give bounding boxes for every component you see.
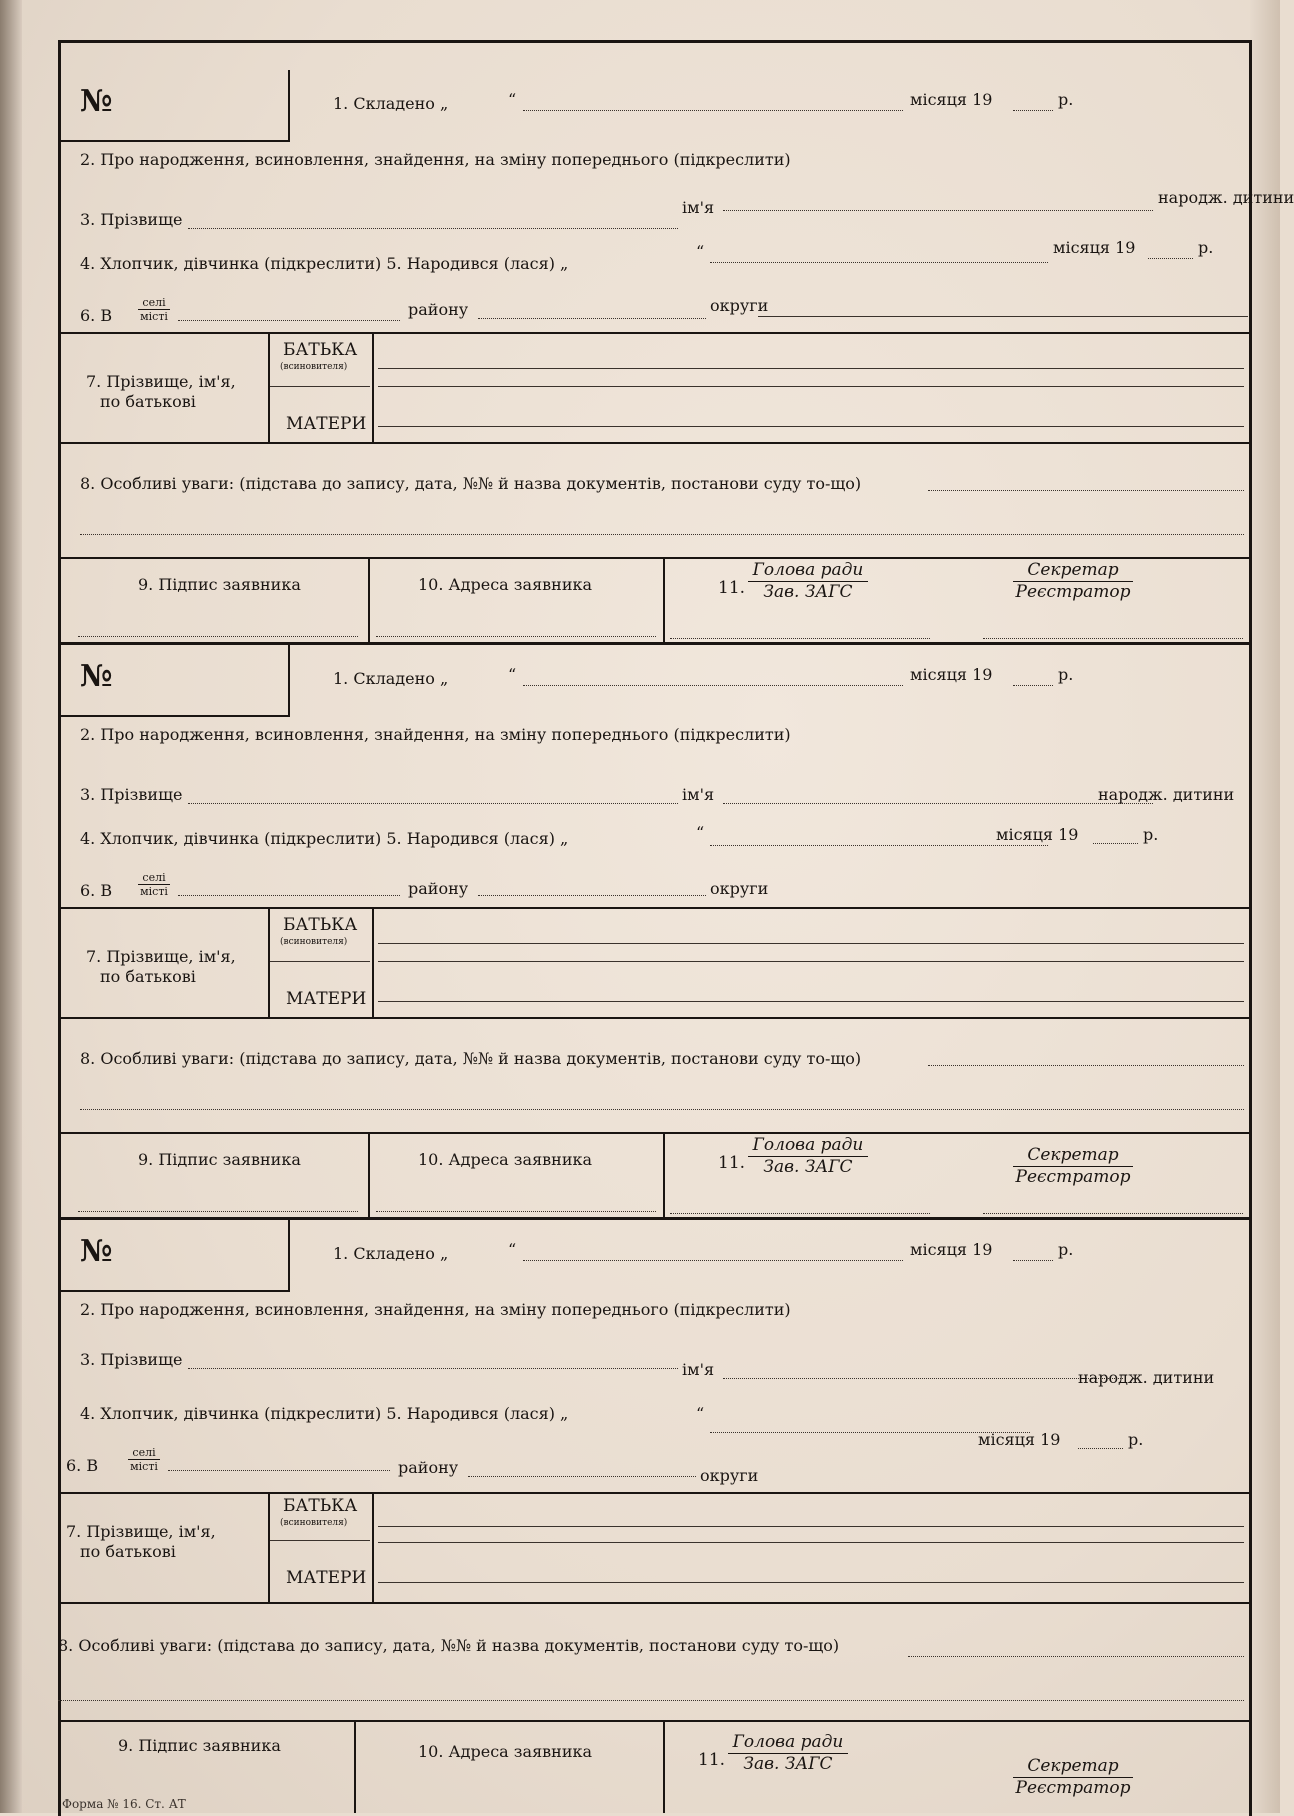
open-quote: “ (696, 1404, 705, 1423)
address-label: 10. Адреса заявника (418, 1150, 593, 1169)
adopter-label: (всиновителя) (280, 1518, 348, 1528)
district-line (478, 895, 706, 896)
month-year-label: місяця 19 (910, 665, 993, 684)
record-number-box (58, 1220, 290, 1292)
secretary-registrar (1013, 1756, 1133, 1799)
year-suffix: р. (1058, 1240, 1074, 1259)
secretary-label: Секретар (1013, 1756, 1133, 1778)
registry-label: Зав. ЗАГС (763, 1157, 853, 1177)
secretary-registrar (1013, 560, 1133, 603)
head-label: Голова ради (728, 1732, 848, 1754)
village-label: селі (128, 1446, 160, 1460)
divider (354, 1720, 356, 1813)
year-suffix: р. (1198, 238, 1214, 257)
father-label: БАТЬКА (283, 1496, 358, 1516)
gender-label: 4. Хлопчик, дівчинка (підкреслити) 5. Народився (лася) „ (80, 829, 569, 848)
year-suffix: р. (1058, 90, 1074, 109)
number-mark: № (80, 84, 113, 119)
num11-label: 11. (718, 578, 746, 598)
head-registry (748, 1135, 868, 1178)
mother-label: МАТЕРИ (286, 989, 367, 1009)
month-year-label: місяця 19 (910, 1240, 993, 1259)
open-quote: “ (696, 242, 705, 261)
notes-label: 8. Особливі уваги: (підстава до запису, дата, №№ й назва документів, постанови суду то-що) (58, 1636, 840, 1655)
mother-label: МАТЕРИ (286, 414, 367, 434)
adopter-label: (всиновителя) (280, 937, 348, 947)
divider (58, 1602, 1249, 1604)
registrar-label: Реєстратор (1015, 1167, 1131, 1187)
surname-label: 3. Прізвище (80, 210, 183, 229)
notes-line (908, 1656, 1244, 1657)
region-label: округи (710, 296, 769, 315)
year-line (1078, 1448, 1123, 1449)
notes-line (928, 490, 1244, 491)
divider (268, 1492, 270, 1602)
name-label: ім'я (682, 785, 715, 804)
registry-label: Зав. ЗАГС (763, 582, 853, 602)
divider (368, 557, 370, 645)
parents-label-2: по батькові (80, 1542, 176, 1561)
number-mark: № (80, 1234, 113, 1269)
notes-line (80, 534, 1244, 535)
village-label: селі (138, 296, 170, 310)
parents-label-2: по батькові (100, 967, 196, 986)
settlement-line (178, 895, 400, 896)
father-line (378, 368, 1244, 369)
birth-record-1 (58, 70, 1294, 645)
surname-line (188, 228, 678, 229)
number-mark: № (80, 659, 113, 694)
divider (58, 1132, 1249, 1134)
divider (372, 907, 374, 1017)
secretary-label: Секретар (1013, 1145, 1133, 1167)
surname-line (188, 1368, 678, 1369)
address-line (376, 1211, 656, 1212)
page-shadow (0, 0, 22, 1813)
name-line (723, 803, 1153, 804)
month-year-label: місяця 19 (978, 1430, 1061, 1449)
year-line (1093, 843, 1138, 844)
head-registry (728, 1732, 848, 1775)
num11-label: 11. (718, 1153, 746, 1173)
notes-line (928, 1065, 1244, 1066)
parents-label-1: 7. Прізвище, ім'я, (86, 372, 236, 391)
secretary-registrar (1013, 1145, 1133, 1188)
district-label: району (398, 1458, 459, 1477)
district-label: району (408, 300, 469, 319)
mother-line (378, 1001, 1244, 1002)
year-suffix: р. (1143, 825, 1159, 844)
year-suffix: р. (1058, 665, 1074, 684)
registry-label: Зав. ЗАГС (743, 1754, 833, 1774)
city-label: місті (140, 885, 168, 898)
form-footer: Форма № 16. Ст. АТ (62, 1797, 186, 1811)
month-year-label: місяця 19 (910, 90, 993, 109)
divider (58, 907, 1249, 909)
divider (58, 1720, 1249, 1722)
year-line (1013, 685, 1053, 686)
name-label: ім'я (682, 1360, 715, 1379)
village-city-fraction (128, 1446, 160, 1473)
year-line (1013, 110, 1053, 111)
head-sign-line (670, 1213, 930, 1214)
date-line (523, 1260, 903, 1261)
child-label: народж. дитини (1078, 1368, 1215, 1387)
father-line (378, 386, 1244, 387)
mother-line (378, 1582, 1244, 1583)
year-line (1148, 258, 1193, 259)
registrar-label: Реєстратор (1015, 582, 1131, 602)
settlement-line (178, 320, 400, 321)
gender-label: 4. Хлопчик, дівчинка (підкреслити) 5. Народився (лася) „ (80, 1404, 569, 1423)
parents-label-2: по батькові (100, 392, 196, 411)
divider (268, 332, 270, 442)
district-line (478, 318, 706, 319)
secretary-sign-line (983, 1213, 1243, 1214)
divider (270, 386, 370, 387)
registrar-label: Реєстратор (1015, 1778, 1131, 1798)
divider (270, 961, 370, 962)
notes-label: 8. Особливі уваги: (підстава до запису, дата, №№ й назва документів, постанови суду то-що) (80, 1049, 862, 1068)
divider (58, 557, 1249, 559)
notes-label: 8. Особливі уваги: (підстава до запису, дата, №№ й назва документів, постанови суду то-що) (80, 474, 862, 493)
mother-label: МАТЕРИ (286, 1568, 367, 1588)
region-line (758, 316, 1248, 317)
record-number-box (58, 645, 290, 717)
address-label: 10. Адреса заявника (418, 575, 593, 594)
father-line (378, 961, 1244, 962)
surname-label: 3. Прізвище (80, 785, 183, 804)
head-label: Голова ради (748, 1135, 868, 1157)
date-line (523, 110, 903, 111)
signature-label: 9. Підпис заявника (138, 1150, 301, 1169)
head-registry (748, 560, 868, 603)
signature-line (78, 1211, 358, 1212)
about-label: 2. Про народження, всиновлення, знайдення, на зміну попереднього (підкреслити) (80, 725, 791, 744)
divider (663, 1720, 665, 1813)
child-label: народж. дитини (1098, 785, 1235, 804)
signature-label: 9. Підпис заявника (138, 575, 301, 594)
father-line (378, 943, 1244, 944)
divider (663, 1132, 665, 1220)
birth-date-line (710, 845, 1048, 846)
settlement-line (168, 1470, 390, 1471)
month-year-label: місяця 19 (1053, 238, 1136, 257)
name-line (723, 210, 1153, 211)
month-year-label: місяця 19 (996, 825, 1079, 844)
village-city-fraction (138, 871, 170, 898)
year-line (1013, 1260, 1053, 1261)
divider (663, 557, 665, 645)
notes-line (80, 1109, 1244, 1110)
birth-record-2 (58, 645, 1249, 1220)
surname-label: 3. Прізвище (80, 1350, 183, 1369)
divider (270, 1540, 370, 1541)
composed-label: 1. Складено „ (333, 94, 449, 113)
district-label: району (408, 879, 469, 898)
parents-label-1: 7. Прізвище, ім'я, (86, 947, 236, 966)
in-label: 6. В (66, 1456, 99, 1475)
divider (58, 1492, 1249, 1494)
child-label: народж. дитини (1158, 188, 1294, 207)
mother-line (378, 426, 1244, 427)
in-label: 6. В (80, 306, 113, 325)
divider (268, 907, 270, 1017)
name-label: ім'я (682, 198, 715, 217)
notes-line (58, 1700, 1244, 1701)
year-suffix: р. (1128, 1430, 1144, 1449)
head-sign-line (670, 638, 930, 639)
open-quote: “ (508, 1240, 517, 1259)
region-label: округи (700, 1466, 759, 1485)
head-label: Голова ради (748, 560, 868, 582)
secretary-sign-line (983, 638, 1243, 639)
city-label: місті (140, 310, 168, 323)
father-label: БАТЬКА (283, 340, 358, 360)
father-label: БАТЬКА (283, 915, 358, 935)
open-quote: “ (508, 90, 517, 109)
divider (58, 1017, 1249, 1019)
birth-date-line (710, 262, 1048, 263)
adopter-label: (всиновителя) (280, 362, 348, 372)
city-label: місті (130, 1460, 158, 1473)
surname-line (188, 803, 678, 804)
num11-label: 11. (698, 1750, 726, 1770)
village-label: селі (138, 871, 170, 885)
region-label: округи (710, 879, 769, 898)
divider (372, 1492, 374, 1602)
date-line (523, 685, 903, 686)
name-line (723, 1378, 1123, 1379)
parents-label-1: 7. Прізвище, ім'я, (66, 1522, 216, 1541)
about-label: 2. Про народження, всиновлення, знайдення, на зміну попереднього (підкреслити) (80, 1300, 791, 1319)
signature-label: 9. Підпис заявника (118, 1736, 281, 1755)
father-line (378, 1542, 1244, 1543)
composed-label: 1. Складено „ (333, 1244, 449, 1263)
father-line (378, 1526, 1244, 1527)
open-quote: “ (508, 665, 517, 684)
about-label: 2. Про народження, всиновлення, знайдення, на зміну попереднього (підкреслити) (80, 150, 791, 169)
signature-line (78, 636, 358, 637)
in-label: 6. В (80, 881, 113, 900)
page-edge (1250, 0, 1280, 1813)
divider (368, 1132, 370, 1220)
open-quote: “ (696, 823, 705, 842)
divider (58, 442, 1249, 444)
divider (372, 332, 374, 442)
birth-record-3 (58, 1220, 1249, 1813)
address-label: 10. Адреса заявника (418, 1742, 593, 1761)
district-line (468, 1476, 696, 1477)
record-number-box (58, 70, 290, 142)
secretary-label: Секретар (1013, 560, 1133, 582)
composed-label: 1. Складено „ (333, 669, 449, 688)
address-line (376, 636, 656, 637)
village-city-fraction (138, 296, 170, 323)
divider (58, 332, 1249, 334)
gender-label: 4. Хлопчик, дівчинка (підкреслити) 5. Народився (лася) „ (80, 254, 569, 273)
